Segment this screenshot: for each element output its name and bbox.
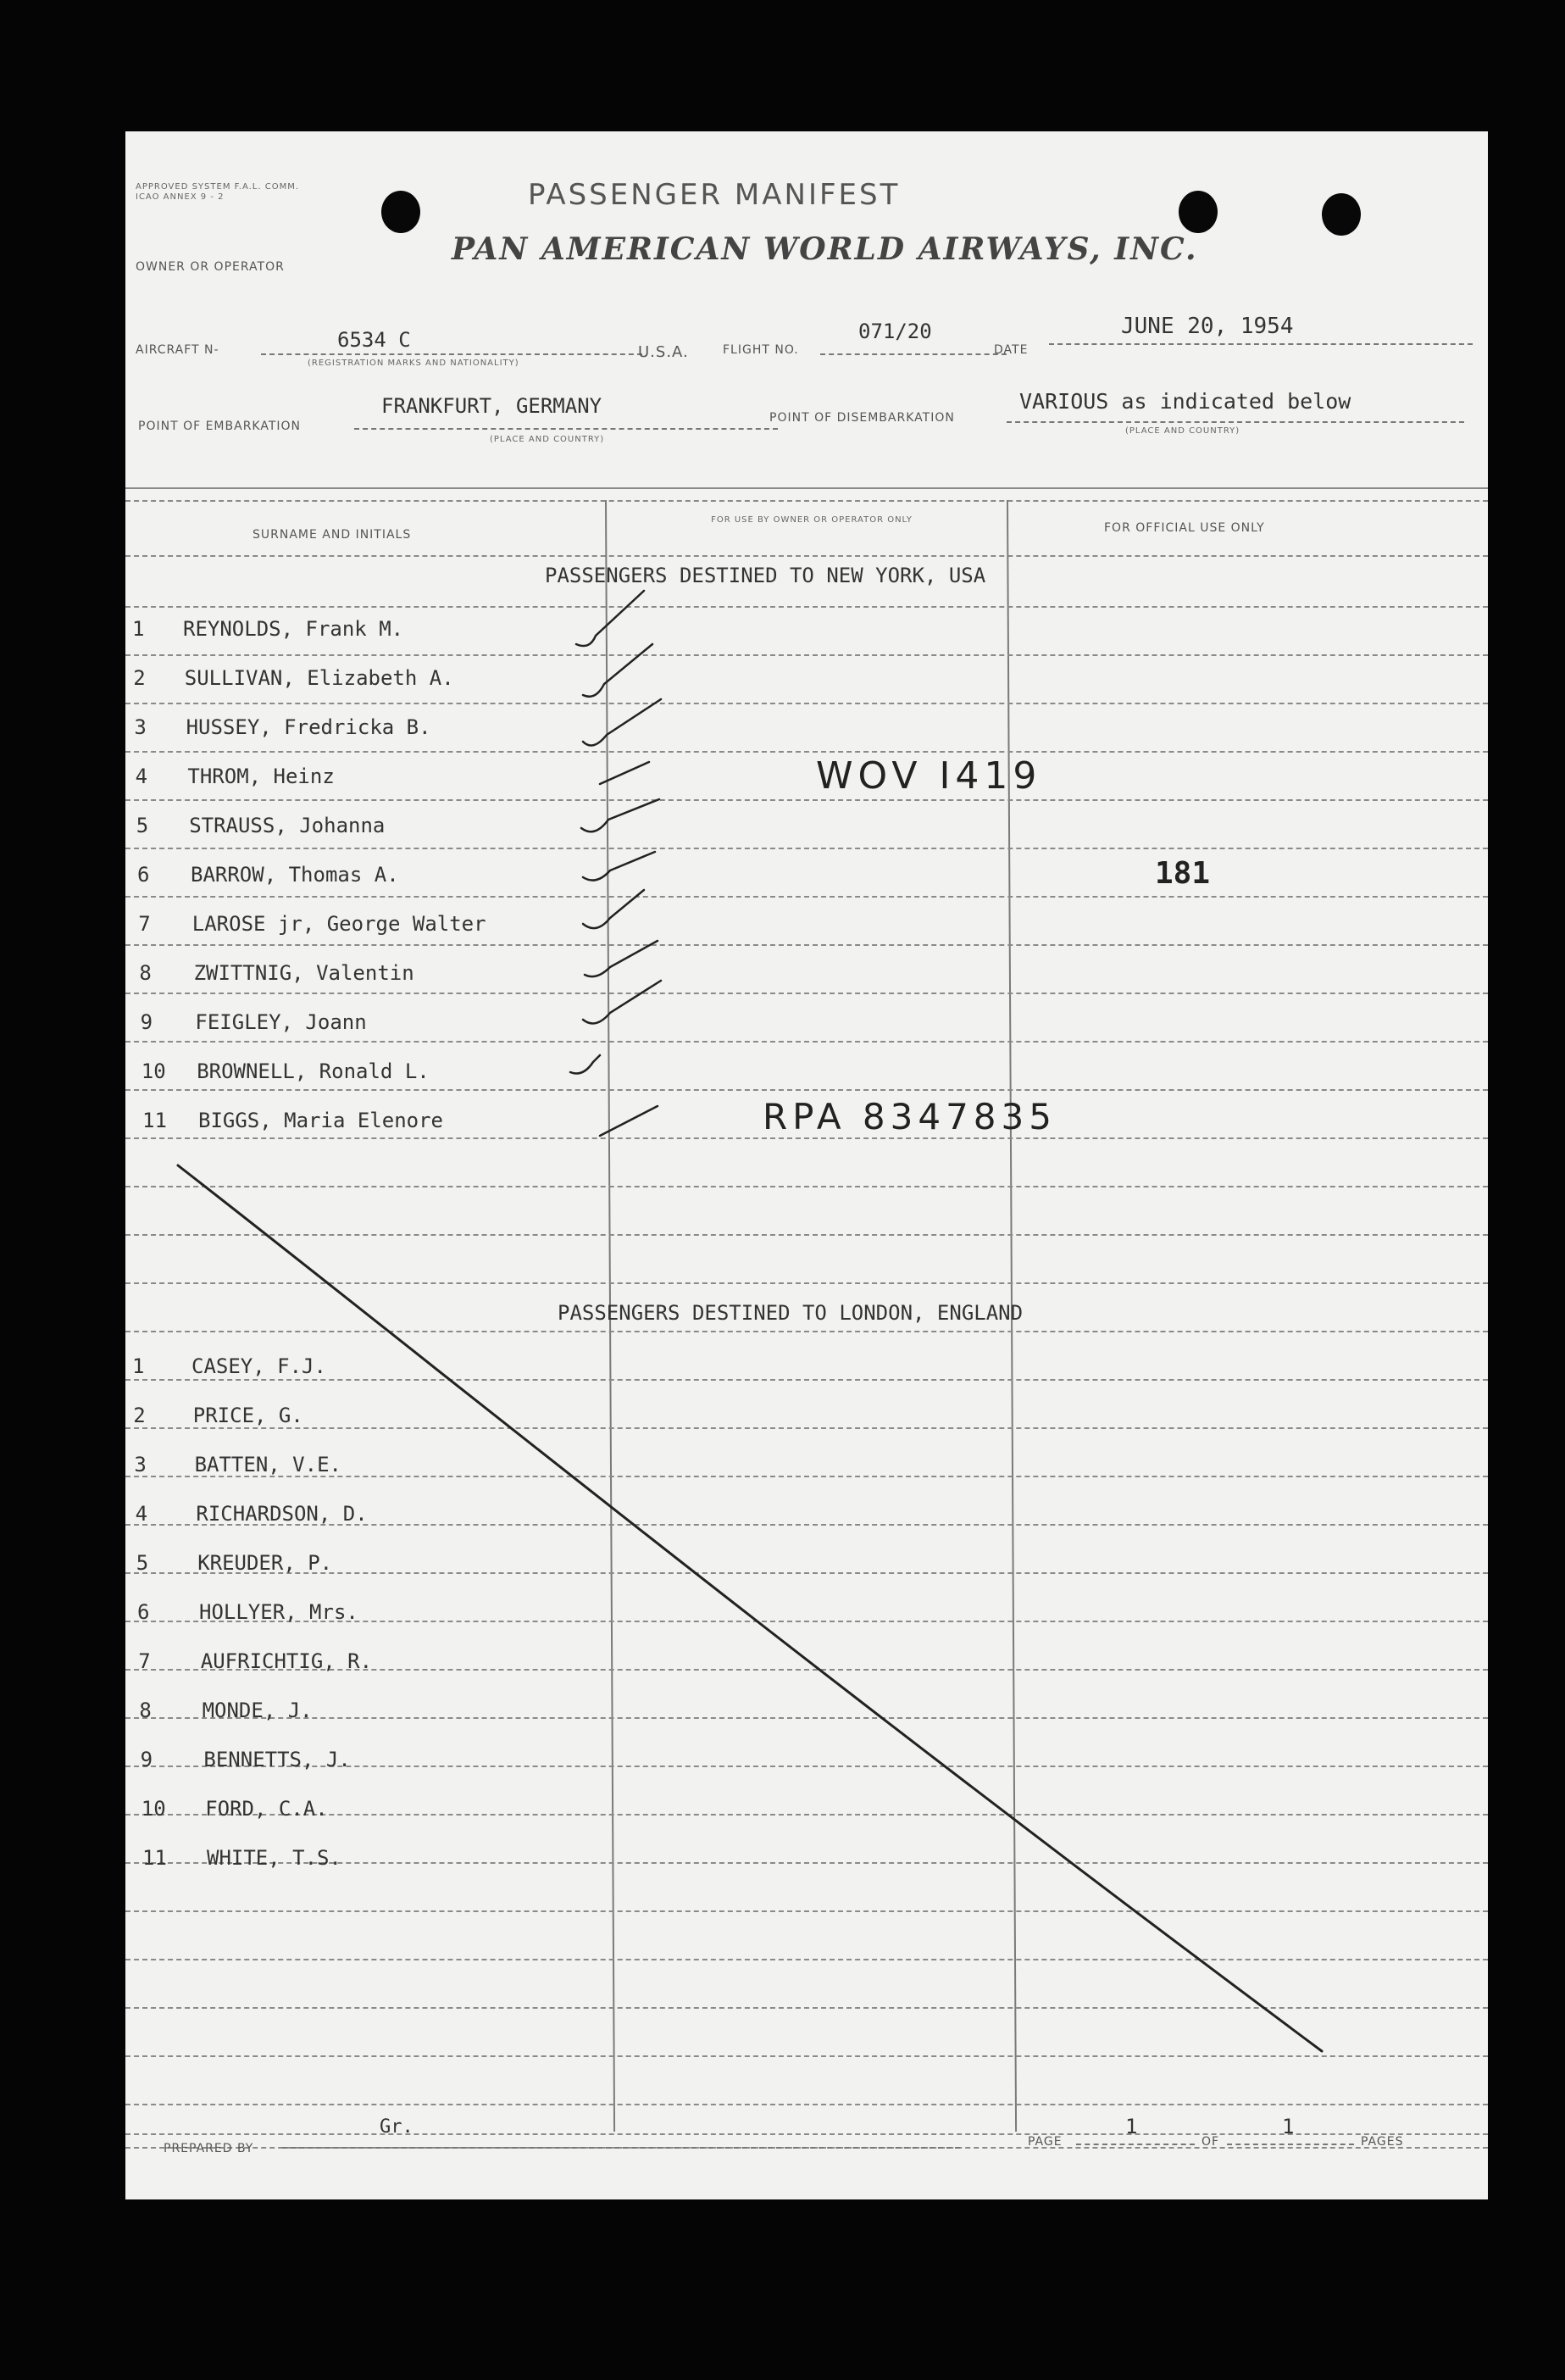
passenger-name: LAROSE jr, George Walter (191, 912, 486, 936)
check-mark-8 (585, 941, 658, 976)
check-mark-4 (600, 762, 649, 784)
column-official-use: FOR OFFICIAL USE ONLY (1104, 521, 1265, 535)
passenger-number: 10 (141, 1797, 166, 1821)
disembark-sublabel: (PLACE AND COUNTRY) (1125, 426, 1240, 436)
check-mark-6 (583, 852, 655, 881)
passenger-name: RICHARDSON, D. (196, 1502, 368, 1526)
page-number: 1 (1125, 2115, 1138, 2138)
passenger-name: WHITE, T.S. (207, 1846, 341, 1870)
passenger-name: FEIGLEY, Joann (195, 1010, 367, 1034)
passenger-name: PRICE, G. (192, 1404, 303, 1427)
passenger-number: 3 (134, 715, 147, 739)
passenger-number: 10 (141, 1059, 166, 1083)
check-mark-7 (583, 890, 644, 928)
passenger-name: MONDE, J. (202, 1699, 313, 1722)
date-value: JUNE 20, 1954 (1121, 314, 1294, 339)
passenger-name: BENNETTS, J. (203, 1748, 351, 1771)
page-blank (1076, 2144, 1195, 2145)
passenger-number: 3 (134, 1453, 147, 1476)
group-heading-new-york: PASSENGERS DESTINED TO NEW YORK, USA (545, 564, 986, 587)
passenger-name: BIGGS, Maria Elenore (198, 1109, 443, 1132)
passenger-number: 4 (135, 1502, 148, 1526)
column-owner-use: FOR USE BY OWNER OR OPERATOR ONLY (711, 515, 913, 525)
passenger-name: REYNOLDS, Frank M. (183, 617, 404, 641)
pages-label: PAGES (1361, 2135, 1404, 2149)
aircraft-sublabel: (REGISTRATION MARKS AND NATIONALITY) (308, 359, 519, 368)
disembark-value: VARIOUS as indicated below (1019, 389, 1351, 414)
approval-note: APPROVED SYSTEM F.A.L. COMM. ICAO ANNEX 9 - 2 (136, 182, 300, 202)
column-surname: SURNAME AND INITIALS (253, 528, 412, 542)
passenger-number: 1 (132, 617, 145, 641)
group-heading-london: PASSENGERS DESTINED TO LONDON, ENGLAND (558, 1301, 1024, 1325)
passenger-number: 8 (139, 1699, 152, 1722)
passenger-name: HOLLYER, Mrs. (199, 1600, 358, 1624)
passenger-number: 11 (142, 1109, 167, 1132)
passenger-name: AUFRICHTIG, R. (200, 1649, 373, 1673)
embark-label: POINT OF EMBARKATION (138, 420, 302, 433)
passenger-name: KREUDER, P. (197, 1551, 333, 1575)
check-mark-2 (583, 644, 652, 697)
barrow-annotation: 181 (1155, 856, 1211, 891)
passenger-number: 2 (133, 666, 146, 690)
passenger-number: 1 (132, 1354, 145, 1378)
embark-sublabel: (PLACE AND COUNTRY) (490, 435, 605, 444)
passenger-number: 5 (136, 814, 149, 837)
passenger-number: 9 (140, 1010, 153, 1034)
passenger-name: BROWNELL, Ronald L. (197, 1059, 430, 1083)
passenger-number: 6 (137, 863, 150, 887)
disembark-label: POINT OF DISEMBARKATION (769, 411, 955, 425)
passenger-name: FORD, C.A. (205, 1797, 328, 1821)
company-name: PAN AMERICAN WORLD AIRWAYS, INC. (452, 231, 1198, 267)
passenger-number: 7 (138, 912, 151, 936)
pages-blank (1227, 2144, 1354, 2145)
check-mark-9 (583, 981, 661, 1024)
aircraft-label: AIRCRAFT N- (136, 343, 219, 357)
check-mark-5 (581, 799, 659, 831)
check-mark-11 (600, 1106, 658, 1136)
passenger-name: ZWITTNIG, Valentin (193, 961, 414, 985)
page-label: PAGE (1028, 2135, 1063, 2149)
flight-number: 071/20 (858, 320, 932, 343)
passenger-name: BARROW, Thomas A. (191, 863, 399, 887)
page-title: PASSENGER MANIFEST (528, 178, 901, 212)
passenger-name: BATTEN, V.E. (194, 1453, 341, 1476)
owner-label: OWNER OR OPERATOR (136, 260, 285, 274)
passenger-name: CASEY, F.J. (191, 1354, 326, 1378)
flight-label: FLIGHT NO. (723, 343, 799, 357)
pen-marks (125, 131, 1488, 2199)
prepared-label: PREPARED BY (164, 2142, 254, 2155)
page-count: 1 (1282, 2115, 1295, 2138)
passenger-number: 11 (142, 1846, 167, 1870)
prepared-blank (282, 2147, 960, 2149)
check-mark-3 (583, 699, 661, 746)
passenger-number: 4 (135, 765, 148, 788)
passenger-number: 7 (138, 1649, 151, 1673)
passenger-number: 8 (139, 961, 152, 985)
passenger-number: 2 (133, 1404, 146, 1427)
date-label: DATE (994, 343, 1029, 357)
passenger-name: HUSSEY, Fredricka B. (186, 715, 431, 739)
passenger-name: SULLIVAN, Elizabeth A. (184, 666, 454, 690)
manifest-page (125, 131, 1488, 2199)
embark-value: FRANKFURT, GERMANY (381, 394, 602, 418)
passenger-number: 9 (140, 1748, 153, 1771)
check-mark-1 (576, 591, 644, 646)
nationality: U.S.A. (638, 343, 689, 361)
prepared-by: Gr. (380, 2116, 413, 2138)
passenger-name: STRAUSS, Johanna (189, 814, 386, 837)
of-label: OF (1201, 2135, 1220, 2149)
aircraft-value: 6534 C (337, 328, 411, 352)
passenger-number: 5 (136, 1551, 149, 1575)
check-mark-10 (570, 1055, 600, 1074)
passenger-name: THROM, Heinz (187, 765, 335, 788)
passenger-number: 6 (137, 1600, 150, 1624)
diagonal-strike (178, 1165, 1322, 2051)
throm-annotation: WOV I419 (816, 754, 1042, 798)
biggs-annotation: RPA 8347835 (763, 1096, 1057, 1137)
